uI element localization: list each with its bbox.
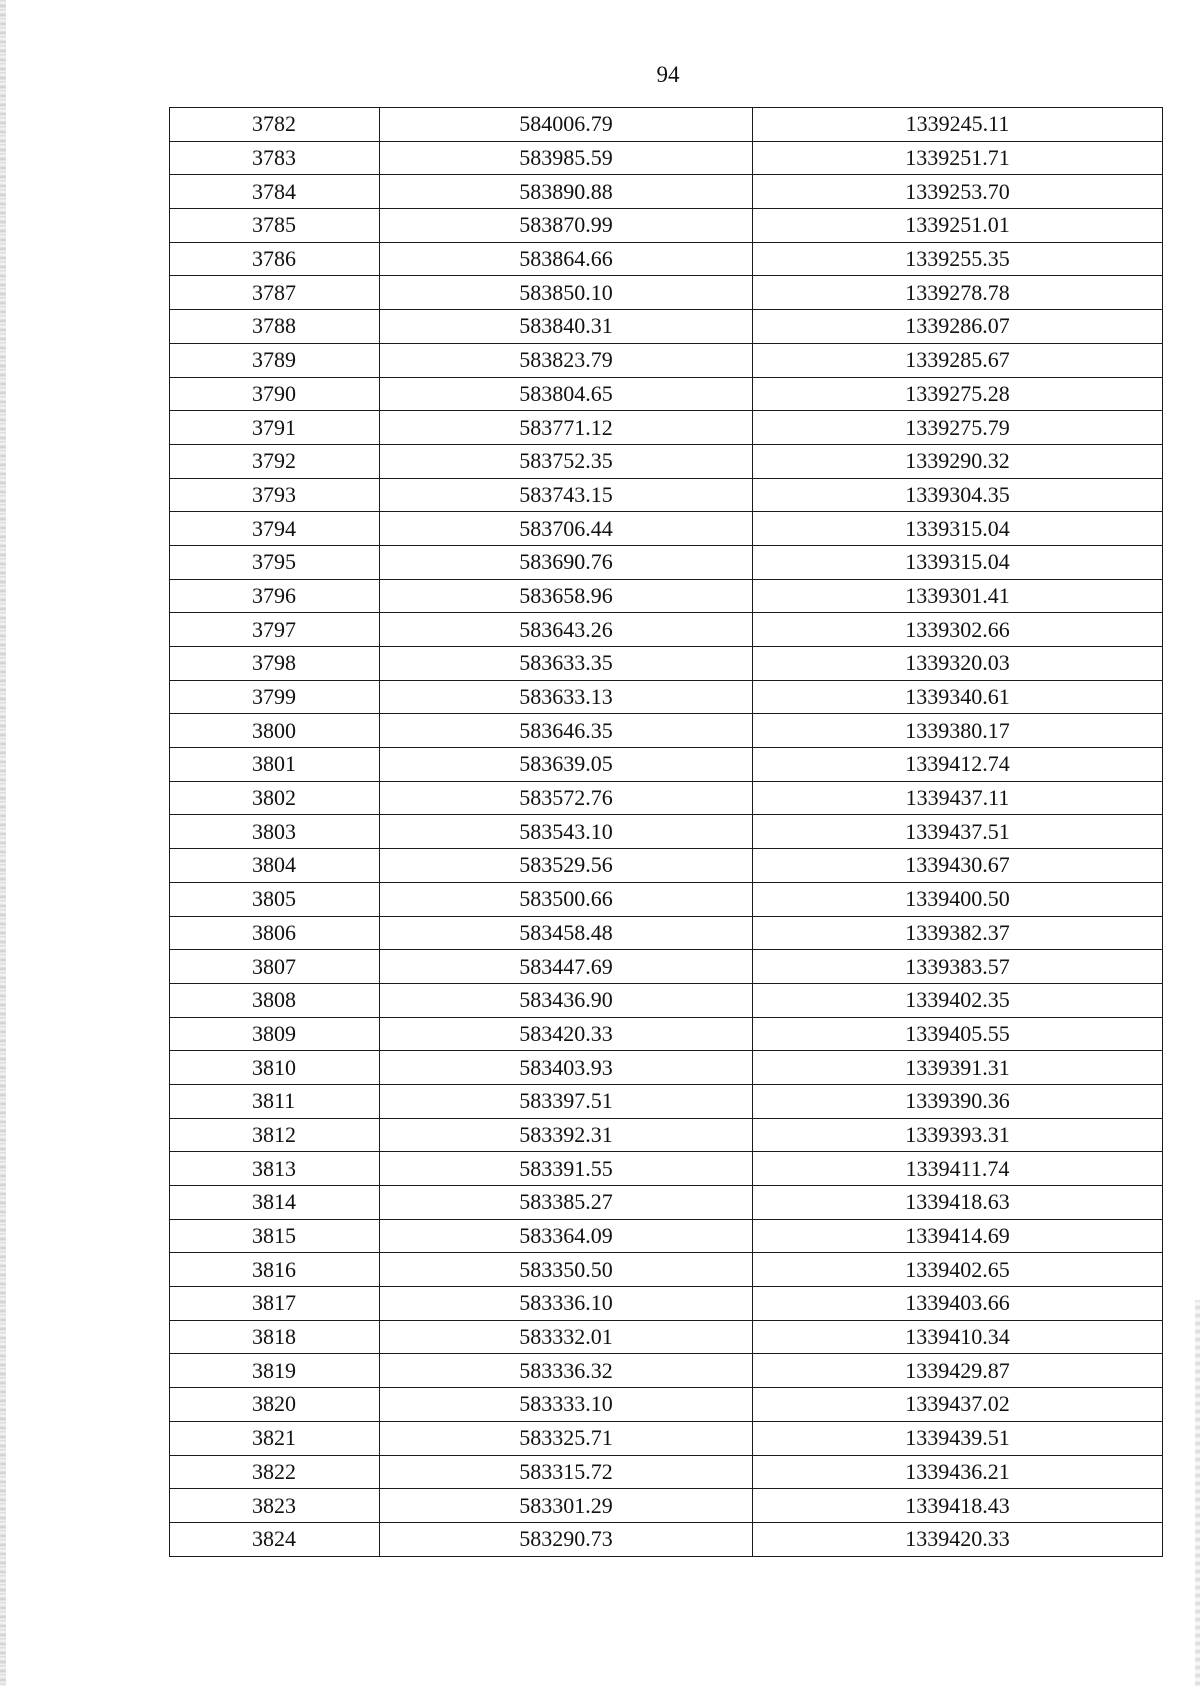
x-coordinate-cell: 583864.66 [380,242,753,276]
point-id-cell: 3783 [170,141,380,175]
y-coordinate-cell: 1339437.51 [753,815,1163,849]
y-coordinate-cell: 1339393.31 [753,1118,1163,1152]
y-coordinate-cell: 1339320.03 [753,647,1163,681]
table-row [170,1118,1163,1152]
point-id-cell: 3793 [170,478,380,512]
table-row [170,1489,1163,1523]
y-coordinate-cell: 1339315.04 [753,512,1163,546]
point-id-cell: 3820 [170,1388,380,1422]
table-row [170,444,1163,478]
y-coordinate-cell: 1339414.69 [753,1219,1163,1253]
table-row [170,983,1163,1017]
point-id-cell: 3821 [170,1421,380,1455]
table-row [170,1084,1163,1118]
point-id-cell: 3796 [170,579,380,613]
y-coordinate-cell: 1339380.17 [753,714,1163,748]
coordinates-table [169,107,1163,1557]
y-coordinate-cell: 1339275.79 [753,411,1163,445]
y-coordinate-cell: 1339439.51 [753,1421,1163,1455]
table-row [170,545,1163,579]
x-coordinate-cell: 583336.10 [380,1287,753,1321]
table-row [170,950,1163,984]
y-coordinate-cell: 1339403.66 [753,1287,1163,1321]
point-id-cell: 3782 [170,108,380,142]
x-coordinate-cell: 583325.71 [380,1421,753,1455]
x-coordinate-cell: 583397.51 [380,1084,753,1118]
point-id-cell: 3818 [170,1320,380,1354]
point-id-cell: 3788 [170,310,380,344]
table-row [170,1152,1163,1186]
y-coordinate-cell: 1339302.66 [753,613,1163,647]
table-row [170,209,1163,243]
point-id-cell: 3787 [170,276,380,310]
y-coordinate-cell: 1339275.28 [753,377,1163,411]
x-coordinate-cell: 583458.48 [380,916,753,950]
table-row [170,1186,1163,1220]
x-coordinate-cell: 583706.44 [380,512,753,546]
table-row [170,242,1163,276]
y-coordinate-cell: 1339390.36 [753,1084,1163,1118]
x-coordinate-cell: 583315.72 [380,1455,753,1489]
x-coordinate-cell: 583771.12 [380,411,753,445]
x-coordinate-cell: 583420.33 [380,1017,753,1051]
table-row [170,1017,1163,1051]
x-coordinate-cell: 583633.13 [380,680,753,714]
table-row [170,1354,1163,1388]
table-row [170,175,1163,209]
point-id-cell: 3817 [170,1287,380,1321]
x-coordinate-cell: 583840.31 [380,310,753,344]
point-id-cell: 3812 [170,1118,380,1152]
table-row [170,276,1163,310]
point-id-cell: 3792 [170,444,380,478]
table-row [170,781,1163,815]
point-id-cell: 3804 [170,849,380,883]
x-coordinate-cell: 583500.66 [380,882,753,916]
x-coordinate-cell: 583639.05 [380,748,753,782]
y-coordinate-cell: 1339278.78 [753,276,1163,310]
point-id-cell: 3823 [170,1489,380,1523]
point-id-cell: 3803 [170,815,380,849]
x-coordinate-cell: 583985.59 [380,141,753,175]
table-row [170,411,1163,445]
y-coordinate-cell: 1339400.50 [753,882,1163,916]
x-coordinate-cell: 584006.79 [380,108,753,142]
point-id-cell: 3799 [170,680,380,714]
y-coordinate-cell: 1339420.33 [753,1522,1163,1556]
table-row [170,849,1163,883]
table-row [170,1522,1163,1556]
point-id-cell: 3807 [170,950,380,984]
x-coordinate-cell: 583633.35 [380,647,753,681]
x-coordinate-cell: 583392.31 [380,1118,753,1152]
point-id-cell: 3790 [170,377,380,411]
y-coordinate-cell: 1339410.34 [753,1320,1163,1354]
x-coordinate-cell: 583690.76 [380,545,753,579]
table-row [170,1320,1163,1354]
x-coordinate-cell: 583350.50 [380,1253,753,1287]
x-coordinate-cell: 583752.35 [380,444,753,478]
y-coordinate-cell: 1339253.70 [753,175,1163,209]
y-coordinate-cell: 1339391.31 [753,1051,1163,1085]
point-id-cell: 3794 [170,512,380,546]
scan-edge-right [1195,1300,1200,1686]
x-coordinate-cell: 583301.29 [380,1489,753,1523]
table-row [170,680,1163,714]
y-coordinate-cell: 1339429.87 [753,1354,1163,1388]
x-coordinate-cell: 583290.73 [380,1522,753,1556]
x-coordinate-cell: 583646.35 [380,714,753,748]
y-coordinate-cell: 1339436.21 [753,1455,1163,1489]
table-row [170,1388,1163,1422]
x-coordinate-cell: 583391.55 [380,1152,753,1186]
table-row [170,1455,1163,1489]
y-coordinate-cell: 1339286.07 [753,310,1163,344]
y-coordinate-cell: 1339402.65 [753,1253,1163,1287]
point-id-cell: 3795 [170,545,380,579]
point-id-cell: 3824 [170,1522,380,1556]
y-coordinate-cell: 1339290.32 [753,444,1163,478]
y-coordinate-cell: 1339402.35 [753,983,1163,1017]
point-id-cell: 3805 [170,882,380,916]
y-coordinate-cell: 1339251.71 [753,141,1163,175]
table-row [170,512,1163,546]
x-coordinate-cell: 583823.79 [380,343,753,377]
y-coordinate-cell: 1339383.57 [753,950,1163,984]
x-coordinate-cell: 583436.90 [380,983,753,1017]
table-row [170,815,1163,849]
point-id-cell: 3816 [170,1253,380,1287]
point-id-cell: 3808 [170,983,380,1017]
y-coordinate-cell: 1339304.35 [753,478,1163,512]
table-row [170,748,1163,782]
point-id-cell: 3810 [170,1051,380,1085]
x-coordinate-cell: 583890.88 [380,175,753,209]
y-coordinate-cell: 1339437.11 [753,781,1163,815]
point-id-cell: 3809 [170,1017,380,1051]
y-coordinate-cell: 1339405.55 [753,1017,1163,1051]
table-row [170,1287,1163,1321]
y-coordinate-cell: 1339245.11 [753,108,1163,142]
x-coordinate-cell: 583332.01 [380,1320,753,1354]
x-coordinate-cell: 583364.09 [380,1219,753,1253]
point-id-cell: 3800 [170,714,380,748]
table-row [170,108,1163,142]
point-id-cell: 3785 [170,209,380,243]
point-id-cell: 3791 [170,411,380,445]
x-coordinate-cell: 583447.69 [380,950,753,984]
table-row [170,882,1163,916]
point-id-cell: 3801 [170,748,380,782]
y-coordinate-cell: 1339437.02 [753,1388,1163,1422]
point-id-cell: 3811 [170,1084,380,1118]
x-coordinate-cell: 583529.56 [380,849,753,883]
point-id-cell: 3786 [170,242,380,276]
table-row [170,1253,1163,1287]
x-coordinate-cell: 583804.65 [380,377,753,411]
point-id-cell: 3822 [170,1455,380,1489]
point-id-cell: 3813 [170,1152,380,1186]
point-id-cell: 3798 [170,647,380,681]
y-coordinate-cell: 1339418.43 [753,1489,1163,1523]
table-row [170,714,1163,748]
x-coordinate-cell: 583850.10 [380,276,753,310]
x-coordinate-cell: 583333.10 [380,1388,753,1422]
table-row [170,579,1163,613]
point-id-cell: 3814 [170,1186,380,1220]
y-coordinate-cell: 1339301.41 [753,579,1163,613]
y-coordinate-cell: 1339251.01 [753,209,1163,243]
scan-edge-left [0,0,6,1686]
table-row [170,1051,1163,1085]
table-row [170,647,1163,681]
x-coordinate-cell: 583643.26 [380,613,753,647]
table-row [170,916,1163,950]
y-coordinate-cell: 1339418.63 [753,1186,1163,1220]
y-coordinate-cell: 1339285.67 [753,343,1163,377]
y-coordinate-cell: 1339430.67 [753,849,1163,883]
table-row [170,1219,1163,1253]
page-number: 94 [656,62,680,87]
y-coordinate-cell: 1339412.74 [753,748,1163,782]
point-id-cell: 3815 [170,1219,380,1253]
x-coordinate-cell: 583870.99 [380,209,753,243]
y-coordinate-cell: 1339340.61 [753,680,1163,714]
table-row [170,613,1163,647]
x-coordinate-cell: 583385.27 [380,1186,753,1220]
table-row [170,343,1163,377]
x-coordinate-cell: 583743.15 [380,478,753,512]
point-id-cell: 3819 [170,1354,380,1388]
x-coordinate-cell: 583403.93 [380,1051,753,1085]
table-row [170,141,1163,175]
point-id-cell: 3789 [170,343,380,377]
point-id-cell: 3806 [170,916,380,950]
x-coordinate-cell: 583572.76 [380,781,753,815]
table-row [170,310,1163,344]
point-id-cell: 3797 [170,613,380,647]
table-row [170,1421,1163,1455]
coordinates-table-body [170,108,1163,1557]
point-id-cell: 3784 [170,175,380,209]
y-coordinate-cell: 1339255.35 [753,242,1163,276]
x-coordinate-cell: 583658.96 [380,579,753,613]
point-id-cell: 3802 [170,781,380,815]
table-row [170,478,1163,512]
table-row [170,377,1163,411]
y-coordinate-cell: 1339411.74 [753,1152,1163,1186]
y-coordinate-cell: 1339382.37 [753,916,1163,950]
y-coordinate-cell: 1339315.04 [753,545,1163,579]
x-coordinate-cell: 583336.32 [380,1354,753,1388]
x-coordinate-cell: 583543.10 [380,815,753,849]
